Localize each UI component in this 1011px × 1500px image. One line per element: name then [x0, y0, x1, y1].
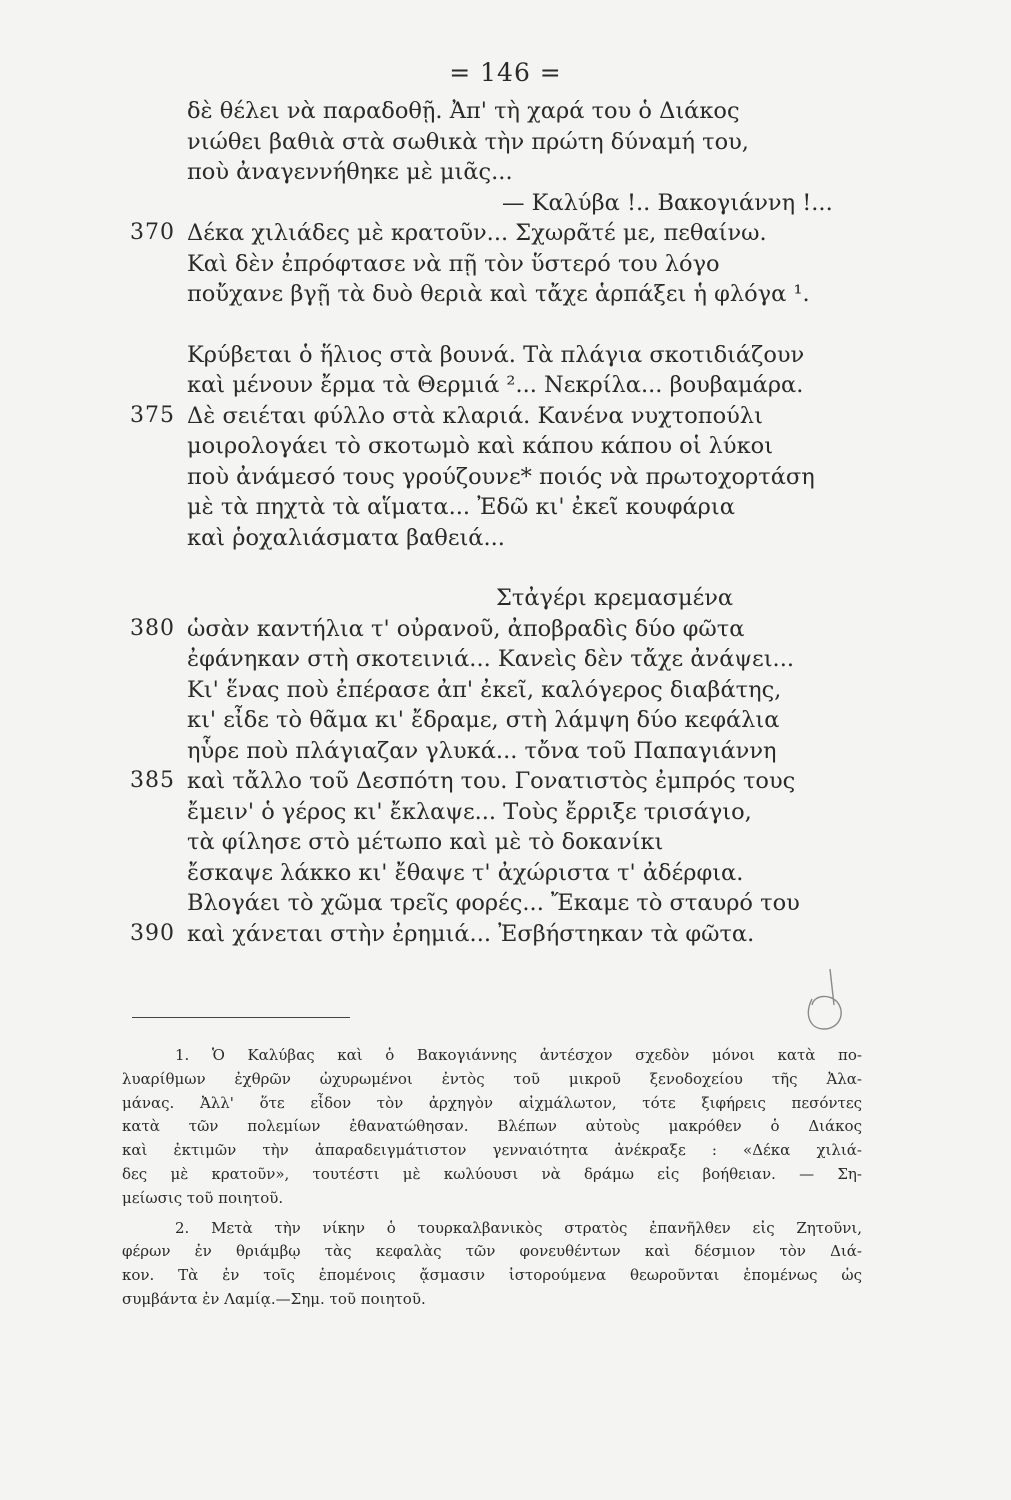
poem-line — [130, 127, 870, 158]
line-text: ποὺ ἀναγεννήθηκε μὲ μιᾶς... — [187, 159, 513, 185]
poem-line — [130, 249, 870, 280]
poem-line — [130, 858, 870, 889]
line-text: ἔμειν' ὁ γέρος κι' ἔκλαψε... Τοὺς ἔρριξε τρισάγιο, — [187, 798, 752, 825]
poem-line — [130, 431, 870, 462]
poem-line — [130, 705, 870, 736]
line-text: νιώθει βαθιὰ στὰ σωθικὰ τὴν πρώτη δύναμή του, — [187, 128, 749, 155]
poem-line — [130, 279, 870, 310]
poem-line — [130, 797, 870, 828]
footnote-1-line: κατὰ τῶν πολεμίων ἐθανατώθησαν. Βλέπων αὐτοὺς μακρόθεν ὁ Διάκος — [122, 1117, 862, 1136]
footnote-2-line: κον. Τὰ ἐν τοῖς ἑπομένοις ᾄσμασιν ἱστορούμενα θεωροῦνται ἑπομένως ὡς — [122, 1266, 862, 1285]
line-text: Δὲ σειέται φύλλο στὰ κλαριά. Κανένα νυχτοπούλι — [187, 402, 763, 429]
line-text: ἔσκαψε λάκκο κι' ἔθαψε τ' ἀχώριστα τ' ἀδέρφια. — [187, 859, 744, 886]
poem-line — [130, 188, 870, 219]
line-text: Βλογάει τὸ χῶμα τρεῖς φορές... Ἔκαμε τὸ σταυρό του — [187, 890, 800, 916]
poem-line — [130, 157, 870, 188]
line-text: καὶ τἄλλο τοῦ Δεσπότη του. Γονατιστὸς ἐμπρός τους — [187, 768, 796, 794]
poem-line — [130, 583, 870, 614]
poem-line — [130, 523, 870, 554]
stanza-break — [130, 553, 870, 583]
poem-line — [130, 644, 870, 675]
poem-line — [130, 340, 870, 371]
page-number: = 146 = — [449, 58, 562, 87]
line-text: — Καλύβα !.. Βακογιάννη !... — [502, 189, 833, 216]
line-number: 370 — [130, 220, 175, 245]
line-text: καὶ χάνεται στὴν ἐρημιά... Ἐσβήστηκαν τὰ φῶτα. — [187, 920, 755, 947]
footnote-2-line: συμβάντα ἐν Λαμίᾳ.—Σημ. τοῦ ποιητοῦ. — [122, 1289, 426, 1308]
poem-line — [130, 462, 870, 493]
poem-line — [130, 736, 870, 767]
line-text: μοιρολογάει τὸ σκοτωμὸ καὶ κάπου κάπου οἱ λύκοι — [187, 433, 774, 459]
footnote-1-line: μάνας. Ἀλλ' ὅτε εἶδον τὸν ἀρχηγὸν αἰχμάλωτον, τότε ξιφήρεις πεσόντες — [122, 1093, 862, 1112]
poem-line — [130, 827, 870, 858]
line-text: Δέκα χιλιάδες μὲ κρατοῦν... Σχωρᾶτέ με, πεθαίνω. — [187, 220, 767, 246]
line-text: ἐφάνηκαν στὴ σκοτεινιά... Κανεὶς δὲν τἄχε ἀνάψει... — [187, 646, 794, 672]
stanza-break — [130, 310, 870, 340]
pencil-annotation-icon — [800, 965, 860, 1035]
poem-line — [130, 401, 870, 432]
line-text: Κι' ἕνας ποὺ ἐπέρασε ἀπ' ἐκεῖ, καλόγερος διαβάτης, — [187, 676, 782, 703]
line-text: ποὔχανε βγῇ τὰ δυὸ θεριὰ καὶ τἄχε ἁρπάξει ἡ φλόγα ¹. — [187, 281, 810, 307]
poem-line — [130, 370, 870, 401]
poem-line — [130, 614, 870, 645]
line-text: Καὶ δὲν ἐπρόφτασε νὰ πῇ τὸν ὕστερό του λόγο — [187, 250, 720, 277]
line-text: Κρύβεται ὁ ἥλιος στὰ βουνά. Τὰ πλάγια σκοτιδιάζουν — [187, 341, 805, 368]
footnote-2-line: 2. Μετὰ τὴν νίκην ὁ τουρκαλβανικὸς στρατὸς ἐπανῆλθεν εἰς Ζητοῦνι, — [175, 1218, 862, 1237]
line-text: ὡσὰν καντήλια τ' οὐρανοῦ, ἀποβραδὶς δύο φῶτα — [187, 615, 745, 642]
line-text: μὲ τὰ πηχτὰ τὰ αἵματα... Ἐδῶ κι' ἐκεῖ κουφάρια — [187, 494, 735, 520]
line-text: καὶ μένουν ἔρμα τὰ Θερμιά ²... Νεκρίλα... βουβαμάρα. — [187, 372, 804, 398]
poem-line — [130, 96, 870, 127]
poem-line — [130, 888, 870, 919]
line-number: 380 — [130, 615, 175, 641]
poem-body — [130, 96, 870, 949]
line-text: τὰ φίλησε στὸ μέτωπο καὶ μὲ τὸ δοκανίκι — [187, 829, 664, 855]
footnote-1-line: καὶ ἐκτιμῶν τὴν ἀπαραδειγμάτιστον γενναιότητα ἀνέκραξε : «Δέκα χιλιά- — [122, 1141, 862, 1160]
line-text: κι' εἶδε τὸ θᾶμα κι' ἔδραμε, στὴ λάμψη δύο κεφάλια — [187, 707, 780, 733]
line-number: 385 — [130, 768, 175, 793]
poem-line — [130, 919, 870, 950]
line-text: Στἀγέρι κρεμασμένα — [496, 585, 734, 611]
poem-line — [130, 492, 870, 523]
poem-line — [130, 766, 870, 797]
poem-line — [130, 218, 870, 249]
line-text: ηὗρε ποὺ πλάγιαζαν γλυκά... τὄνα τοῦ Παπαγιάννη — [187, 737, 777, 764]
footnote-1-line: 1. Ὁ Καλύβας καὶ ὁ Βακογιάννης ἀντέσχον σχεδὸν μόνοι κατὰ πο- — [175, 1046, 862, 1064]
footnote-2-line: φέρων ἐν θριάμβῳ τὰς κεφαλὰς τῶν φονευθέντων καὶ δέσμιον τὸν Διά- — [122, 1242, 862, 1261]
line-number: 375 — [130, 402, 175, 428]
footnote-1-line: μείωσις τοῦ ποιητοῦ. — [122, 1188, 284, 1207]
footnote-1-line: δες μὲ κρατοῦν», τουτέστι μὲ κωλύουσι νὰ δράμω εἰς βοήθειαν. — Ση- — [122, 1164, 862, 1183]
line-number: 390 — [130, 920, 175, 946]
footnote-separator — [132, 1017, 350, 1018]
line-text: καὶ ῥοχαλιάσματα βαθειά... — [187, 524, 505, 551]
footnotes — [122, 1044, 862, 1312]
footnote-1-line: λυαρίθμων ἐχθρῶν ὠχυρωμένοι ἐντὸς τοῦ μικροῦ ξενοδοχείου τῆς Ἀλα- — [122, 1069, 862, 1088]
poem-line — [130, 675, 870, 706]
line-text: δὲ θέλει νὰ παραδοθῇ. Ἀπ' τὴ χαρά του ὁ Διάκος — [187, 98, 740, 124]
line-text: ποὺ ἀνάμεσό τους γρούζουνε* ποιός νὰ πρωτοχορτάση — [187, 463, 815, 490]
